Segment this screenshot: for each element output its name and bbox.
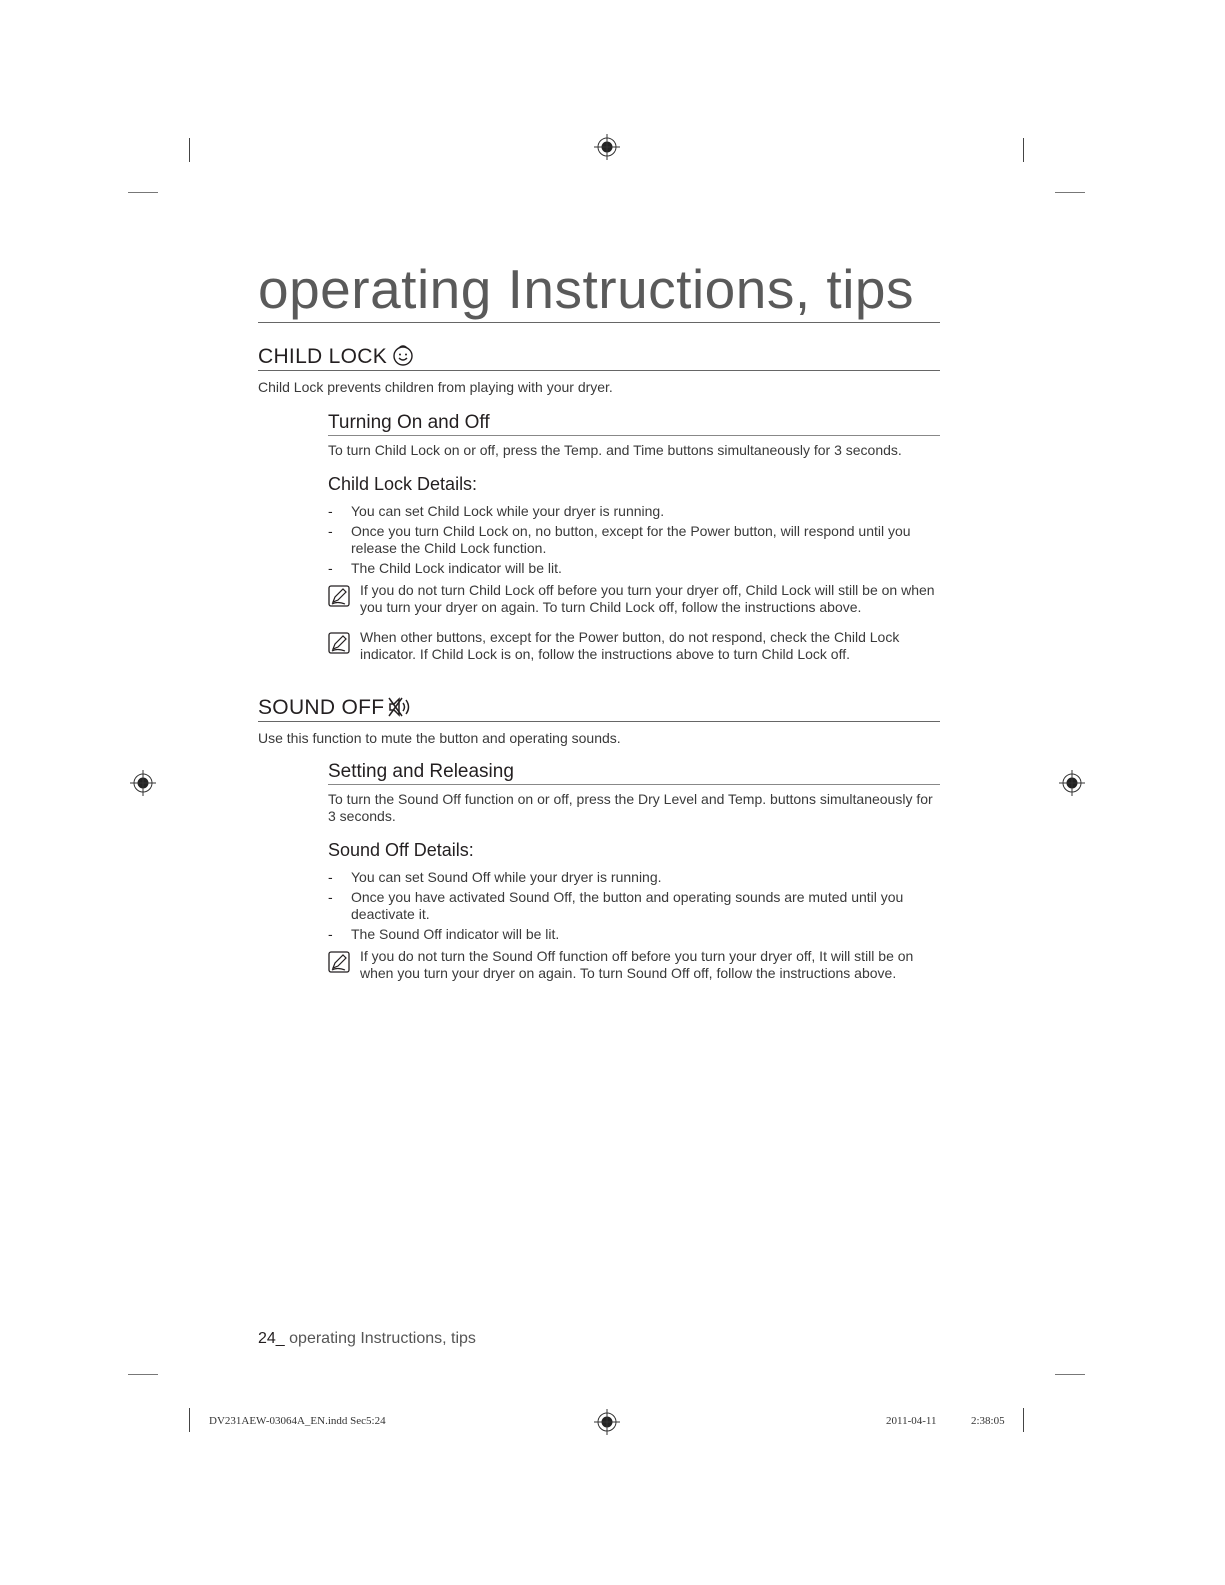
setting-releasing-heading: Setting and Releasing (328, 760, 940, 785)
child-lock-title: CHILD LOCK (258, 345, 388, 368)
child-lock-details-list (328, 503, 940, 577)
speaker-mute-icon (388, 696, 414, 718)
child-lock-intro: Child Lock prevents children from playing with your dryer. (258, 379, 613, 395)
crop-mark-right-upper (1055, 192, 1085, 193)
child-lock-body (328, 411, 940, 663)
sound-off-section (258, 693, 940, 993)
note-pencil-icon (328, 585, 350, 607)
child-lock-details-heading: Child Lock Details: (328, 474, 478, 494)
note (328, 582, 940, 616)
registration-mark-icon (593, 1408, 621, 1436)
page-number: 24_ (258, 1330, 285, 1347)
crop-mark-left-upper (128, 192, 158, 193)
note (328, 948, 940, 982)
crop-mark-left-lower (128, 1374, 158, 1375)
list-item: - You can set Child Lock while your dryer is running. (328, 503, 940, 520)
registration-mark-icon (1058, 769, 1086, 797)
turning-on-off-heading: Turning On and Off (328, 411, 940, 436)
setting-releasing-text: To turn the Sound Off function on or off, press the Dry Level and Temp. buttons simultaneously for 3 seconds. (328, 791, 933, 824)
footer-label: operating Instructions, tips (284, 1330, 476, 1347)
crop-mark-bottom-right (1023, 1408, 1024, 1432)
note-pencil-icon (328, 951, 350, 973)
crop-mark-top-left (189, 138, 190, 162)
child-lock-heading (258, 342, 940, 371)
list-item: - The Sound Off indicator will be lit. (328, 926, 940, 943)
note-text: When other buttons, except for the Power button, do not respond, check the Child Lock indicator. If Child Lock is on, follow the instructions above to turn Child Lock off. (360, 629, 900, 662)
note-text: If you do not turn Child Lock off before you turn your dryer off, Child Lock will still be on when you turn your dryer on again. To turn Child Lock off, follow the instructions above. (360, 582, 935, 615)
slug-filename: DV231AEW-03064A_EN.indd Sec5:24 (209, 1415, 386, 1427)
crop-mark-right-lower (1055, 1374, 1085, 1375)
page-title: operating Instructions, tips (258, 256, 940, 323)
page-footer (258, 1330, 476, 1348)
sound-off-heading (258, 693, 940, 722)
sound-off-title: SOUND OFF (258, 696, 385, 719)
registration-mark-icon (593, 133, 621, 161)
list-item: - You can set Sound Off while your dryer is running. (328, 869, 940, 886)
note (328, 629, 940, 663)
sound-off-details-list (328, 869, 940, 943)
sound-off-details-heading: Sound Off Details: (328, 840, 474, 860)
child-lock-section (258, 342, 940, 677)
note-text: If you do not turn the Sound Off function off before you turn your dryer off, It will still be on when you turn your dryer on again. To turn Sound Off off, follow the instructions above. (360, 948, 914, 981)
list-item: - Once you turn Child Lock on, no button, except for the Power button, will respond until you release the Child Lock function. (328, 523, 940, 557)
turning-on-off-text: To turn Child Lock on or off, press the Temp. and Time buttons simultaneously for 3 seconds. (328, 442, 902, 458)
crop-mark-top-right (1023, 138, 1024, 162)
crop-mark-bottom-left (189, 1408, 190, 1432)
list-item: - The Child Lock indicator will be lit. (328, 560, 940, 577)
registration-mark-icon (129, 769, 157, 797)
sound-off-intro: Use this function to mute the button and operating sounds. (258, 730, 621, 746)
slug-date: 2011-04-11 (886, 1415, 937, 1427)
child-face-icon (391, 343, 415, 367)
slug-time: 2:38:05 (971, 1415, 1005, 1427)
sound-off-body (328, 760, 940, 982)
note-pencil-icon (328, 632, 350, 654)
list-item: - Once you have activated Sound Off, the button and operating sounds are muted until you deactivate it. (328, 889, 940, 923)
